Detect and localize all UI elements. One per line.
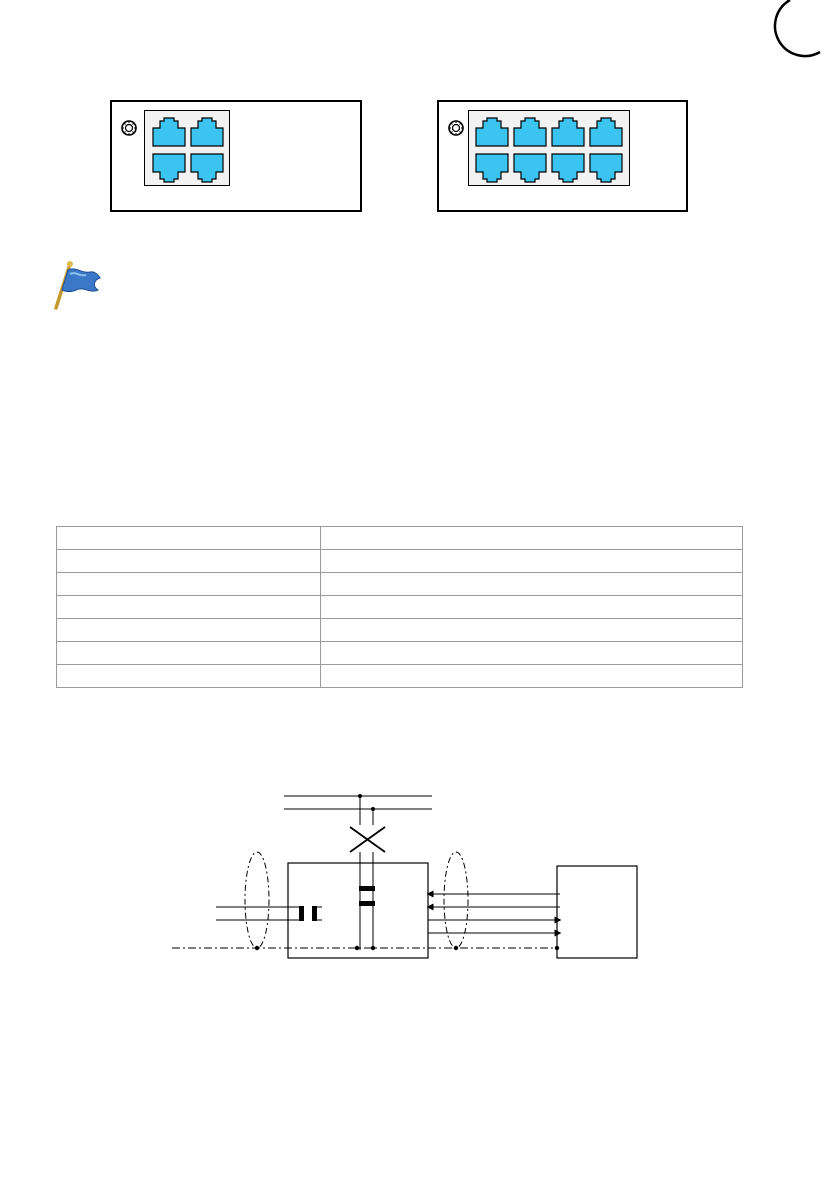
table-cell (57, 642, 321, 665)
device-box (288, 863, 428, 958)
rj45-port-icon[interactable] (475, 153, 509, 183)
rj45-port-icon[interactable] (551, 153, 585, 183)
rj45-port-icon[interactable] (190, 153, 224, 183)
table-cell (57, 619, 321, 642)
table-cell (321, 573, 743, 596)
table-cell (321, 527, 743, 550)
panel-4-port (110, 100, 362, 212)
grounding-diagram (160, 780, 660, 980)
table-cell (321, 596, 743, 619)
cable-shield-right (444, 852, 468, 948)
rj45-port-icon[interactable] (513, 117, 547, 147)
spec-table (56, 526, 743, 688)
table-row (57, 573, 743, 596)
table-row (57, 642, 743, 665)
rj45-port-icon[interactable] (152, 153, 186, 183)
table-cell (57, 550, 321, 573)
table-cell (321, 619, 743, 642)
rj45-port-icon[interactable] (475, 117, 509, 147)
rj45-port-icon[interactable] (589, 117, 623, 147)
table-cell (321, 550, 743, 573)
table-row (57, 596, 743, 619)
remote-device-box (557, 866, 637, 958)
port-block (468, 110, 630, 186)
table-cell (57, 596, 321, 619)
screw-icon (446, 118, 466, 138)
screw-icon (119, 118, 139, 138)
rj45-port-icon[interactable] (190, 117, 224, 147)
rj45-port-icon[interactable] (589, 153, 623, 183)
port-block (144, 110, 230, 186)
table-cell (321, 642, 743, 665)
table-cell (57, 527, 321, 550)
page-corner-mark (768, 0, 828, 60)
table-row (57, 619, 743, 642)
table-cell (57, 573, 321, 596)
note-flag-icon (48, 260, 104, 312)
table-row (57, 550, 743, 573)
table-row (57, 665, 743, 688)
rj45-port-icon[interactable] (152, 117, 186, 147)
rj45-port-icon[interactable] (513, 153, 547, 183)
cable-shield-left (245, 852, 269, 948)
table-cell (57, 665, 321, 688)
table-cell (321, 665, 743, 688)
table-row (57, 527, 743, 550)
panel-8-port (437, 100, 688, 212)
rj45-port-icon[interactable] (551, 117, 585, 147)
